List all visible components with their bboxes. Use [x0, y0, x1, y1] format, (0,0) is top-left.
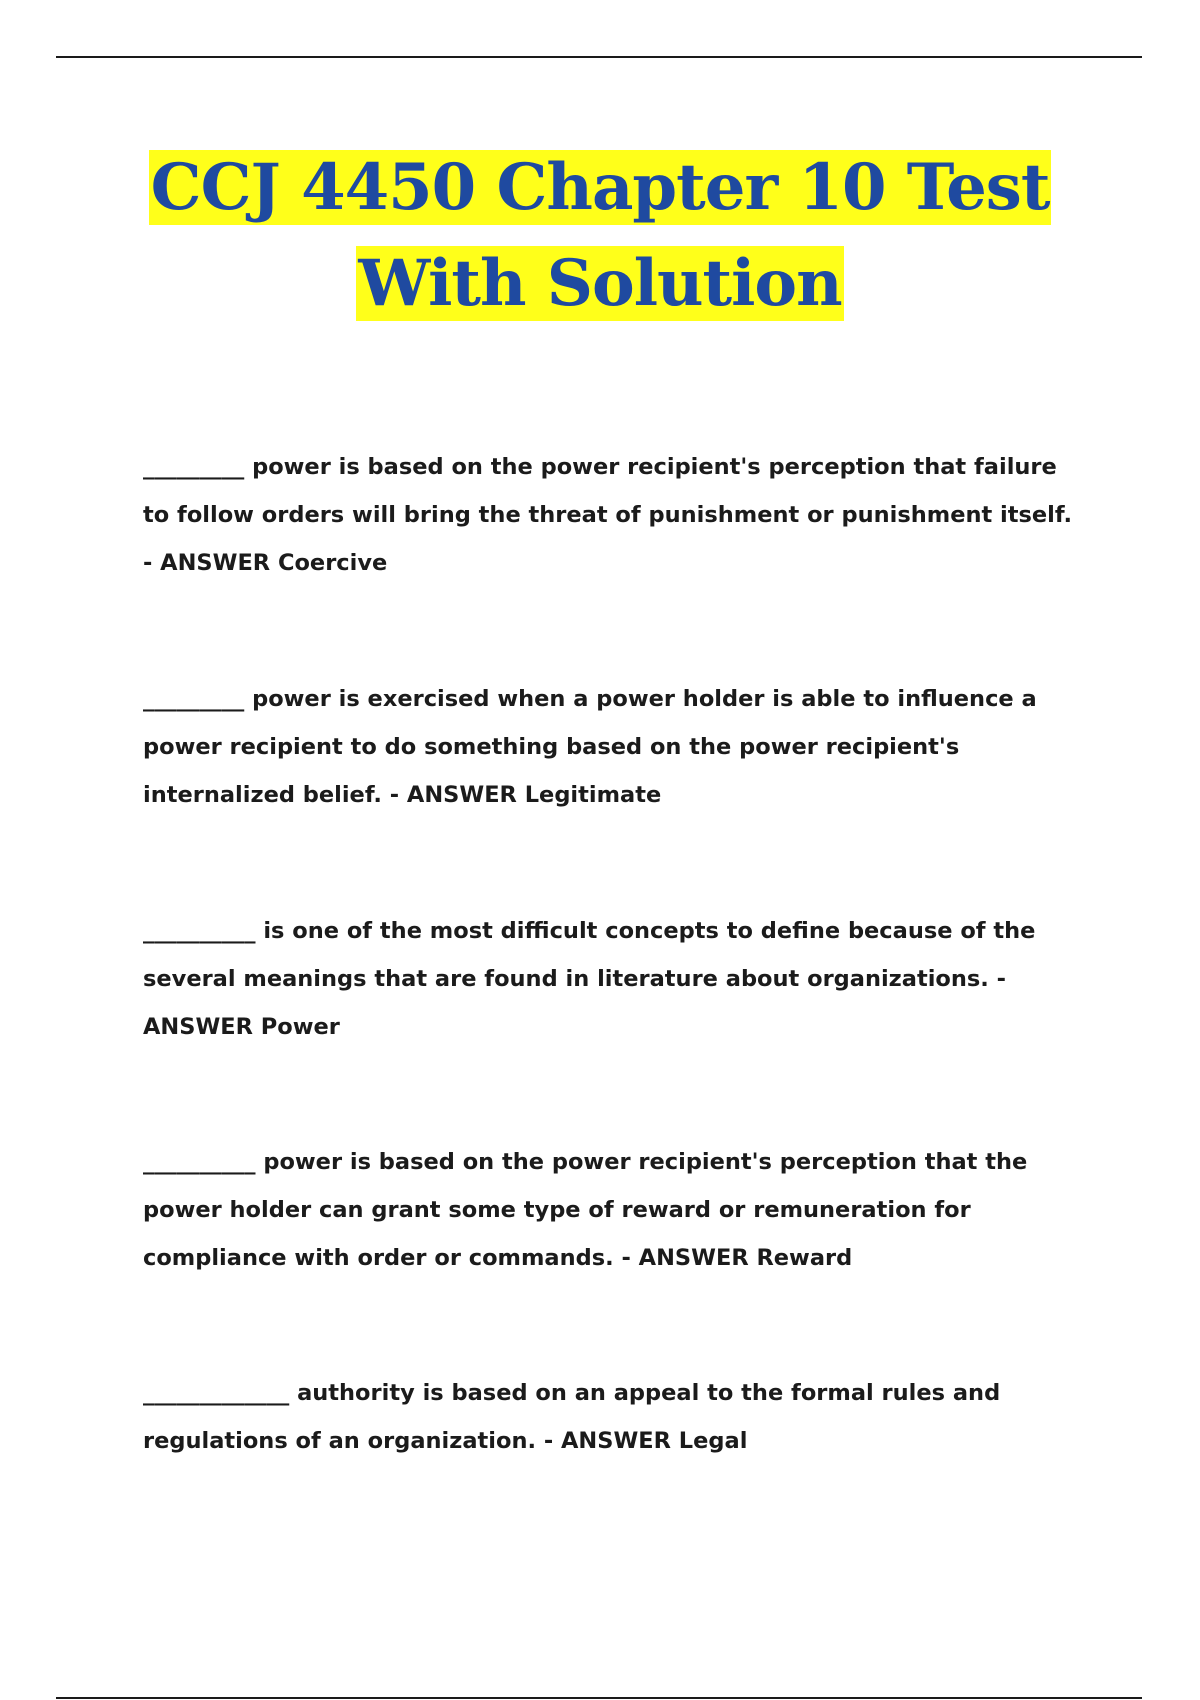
question-5: _____________ authority is based on an appeal to the formal rules and regulations of an organization. - ANSWER Legal [143, 1379, 1001, 1454]
question-4: __________ power is based on the power recipient's perception that the power holder can grant some type of reward or remuneration for compliance with order or commands. - ANSWER Reward [143, 1148, 1028, 1271]
question-2: _________ power is exercised when a power holder is able to influence a power recipient to do something based on the power recipient's internalized belief. - ANSWER Legitimate [143, 685, 1037, 808]
top-rule [56, 56, 1142, 58]
question-1: _________ power is based on the power recipient's perception that failure to follow orders will bring the threat of punishment or punishment itself. - ANSWER Coercive [143, 453, 1072, 576]
bottom-rule [56, 1697, 1142, 1699]
title-line-1: CCJ 4450 Chapter 10 Test [150, 150, 1050, 225]
document-title [0, 140, 1200, 332]
question-3: __________ is one of the most difficult concepts to define because of the several meanings that are found in literature about organizations. - ANSWER Power [143, 917, 1036, 1040]
title-line-2: With Solution [358, 246, 842, 321]
